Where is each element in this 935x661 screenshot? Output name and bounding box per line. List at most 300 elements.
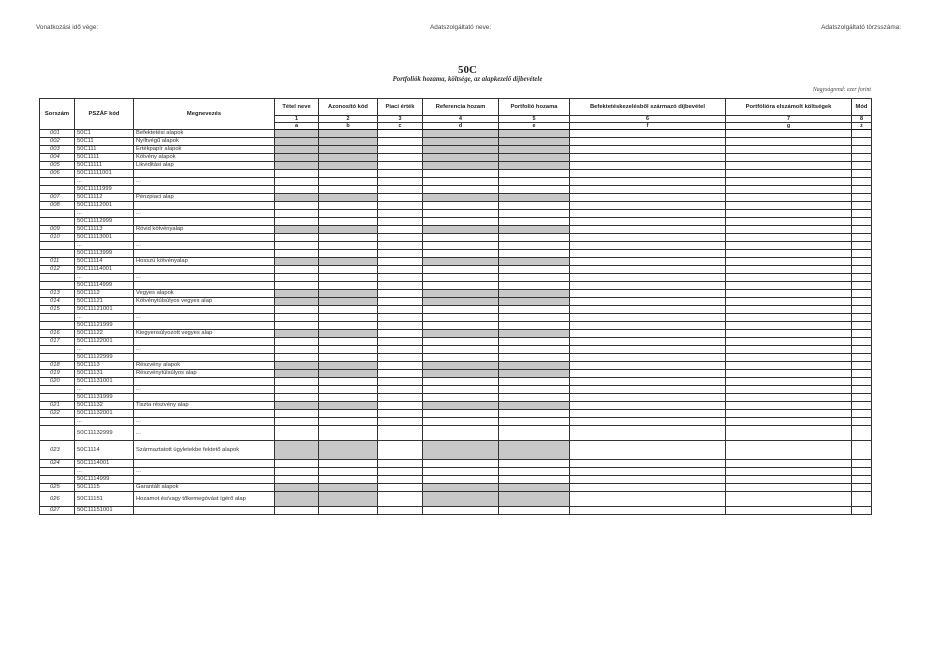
value-cell-c[interactable] xyxy=(378,354,423,362)
value-cell-c[interactable] xyxy=(378,178,423,186)
value-cell-a[interactable] xyxy=(275,378,319,386)
value-cell-f[interactable] xyxy=(570,370,726,378)
value-cell-z[interactable] xyxy=(852,410,872,418)
value-cell-f[interactable] xyxy=(570,242,726,250)
value-cell-z[interactable] xyxy=(852,170,872,178)
item-name-cell: Értékpapír alapok xyxy=(134,146,275,154)
value-cell-f[interactable] xyxy=(570,186,726,194)
value-cell-e[interactable] xyxy=(499,460,570,468)
value-cell-c[interactable] xyxy=(378,507,423,515)
value-cell-a[interactable] xyxy=(275,322,319,330)
value-cell-z[interactable] xyxy=(852,194,872,202)
value-cell-f[interactable] xyxy=(570,266,726,274)
value-cell-c[interactable] xyxy=(378,194,423,202)
value-cell-a[interactable] xyxy=(275,386,319,394)
value-cell-g[interactable] xyxy=(726,242,852,250)
value-cell-c[interactable] xyxy=(378,460,423,468)
value-cell-c[interactable] xyxy=(378,266,423,274)
value-cell-e[interactable] xyxy=(499,202,570,210)
value-cell-b[interactable] xyxy=(319,210,378,218)
value-cell-g[interactable] xyxy=(726,346,852,354)
value-cell-f[interactable] xyxy=(570,194,726,202)
value-cell-z[interactable] xyxy=(852,314,872,322)
value-cell-c[interactable] xyxy=(378,441,423,460)
value-cell-z[interactable] xyxy=(852,290,872,298)
value-cell-z[interactable] xyxy=(852,242,872,250)
value-cell-c[interactable] xyxy=(378,242,423,250)
value-cell-b[interactable] xyxy=(319,250,378,258)
value-cell-f[interactable] xyxy=(570,170,726,178)
value-cell-z[interactable] xyxy=(852,330,872,338)
item-name-cell xyxy=(134,202,275,210)
value-cell-f[interactable] xyxy=(570,394,726,402)
value-cell-d[interactable] xyxy=(423,306,499,314)
value-cell-c[interactable] xyxy=(378,138,423,146)
value-cell-a[interactable] xyxy=(275,202,319,210)
value-cell-g[interactable] xyxy=(726,410,852,418)
value-cell-g[interactable] xyxy=(726,154,852,162)
value-cell-d[interactable] xyxy=(423,202,499,210)
value-cell-e[interactable] xyxy=(499,234,570,242)
value-cell-f[interactable] xyxy=(570,322,726,330)
value-cell-z[interactable] xyxy=(852,386,872,394)
value-cell-f[interactable] xyxy=(570,274,726,282)
value-cell-f[interactable] xyxy=(570,210,726,218)
value-cell-c[interactable] xyxy=(378,258,423,266)
value-cell-e[interactable] xyxy=(499,186,570,194)
value-cell-d[interactable] xyxy=(423,178,499,186)
value-cell-f[interactable] xyxy=(570,484,726,492)
value-cell-f[interactable] xyxy=(570,154,726,162)
value-cell-f[interactable] xyxy=(570,402,726,410)
value-cell-g[interactable] xyxy=(726,266,852,274)
value-cell-e[interactable] xyxy=(499,250,570,258)
value-cell-b[interactable] xyxy=(319,378,378,386)
value-cell-z[interactable] xyxy=(852,354,872,362)
value-cell-f[interactable] xyxy=(570,492,726,507)
value-cell-d[interactable] xyxy=(423,322,499,330)
value-cell-d[interactable] xyxy=(423,186,499,194)
value-cell-g[interactable] xyxy=(726,306,852,314)
value-cell-f[interactable] xyxy=(570,426,726,441)
value-cell-c[interactable] xyxy=(378,370,423,378)
value-cell-g[interactable] xyxy=(726,210,852,218)
value-cell-b[interactable] xyxy=(319,282,378,290)
value-cell-g[interactable] xyxy=(726,226,852,234)
value-cell-e[interactable] xyxy=(499,394,570,402)
value-cell-e[interactable] xyxy=(499,218,570,226)
value-cell-g[interactable] xyxy=(726,338,852,346)
value-cell-c[interactable] xyxy=(378,146,423,154)
value-cell-f[interactable] xyxy=(570,130,726,138)
value-cell-b[interactable] xyxy=(319,234,378,242)
value-cell-e[interactable] xyxy=(499,178,570,186)
value-cell-z[interactable] xyxy=(852,266,872,274)
value-cell-c[interactable] xyxy=(378,314,423,322)
value-cell-d[interactable] xyxy=(423,170,499,178)
value-cell-g[interactable] xyxy=(726,202,852,210)
value-cell-c[interactable] xyxy=(378,426,423,441)
value-cell-f[interactable] xyxy=(570,138,726,146)
value-cell-z[interactable] xyxy=(852,492,872,507)
value-cell-g[interactable] xyxy=(726,426,852,441)
value-cell-b[interactable] xyxy=(319,468,378,476)
value-cell-a[interactable] xyxy=(275,426,319,441)
value-cell-c[interactable] xyxy=(378,346,423,354)
value-cell-d[interactable] xyxy=(423,460,499,468)
value-cell-c[interactable] xyxy=(378,402,423,410)
value-cell-b[interactable] xyxy=(319,218,378,226)
value-cell-c[interactable] xyxy=(378,290,423,298)
value-cell-d[interactable] xyxy=(423,210,499,218)
value-cell-e[interactable] xyxy=(499,426,570,441)
value-cell-e[interactable] xyxy=(499,507,570,515)
value-cell-g[interactable] xyxy=(726,290,852,298)
value-cell-g[interactable] xyxy=(726,138,852,146)
value-cell-a[interactable] xyxy=(275,354,319,362)
value-cell-b[interactable] xyxy=(319,274,378,282)
value-cell-e[interactable] xyxy=(499,242,570,250)
value-cell-a[interactable] xyxy=(275,338,319,346)
value-cell-z[interactable] xyxy=(852,322,872,330)
value-cell-f[interactable] xyxy=(570,146,726,154)
value-cell-d[interactable] xyxy=(423,386,499,394)
value-cell-g[interactable] xyxy=(726,330,852,338)
value-cell-z[interactable] xyxy=(852,282,872,290)
value-cell-z[interactable] xyxy=(852,210,872,218)
value-cell-a[interactable] xyxy=(275,346,319,354)
value-cell-g[interactable] xyxy=(726,258,852,266)
value-cell-d[interactable] xyxy=(423,250,499,258)
value-cell-g[interactable] xyxy=(726,394,852,402)
value-cell-a[interactable] xyxy=(275,282,319,290)
value-cell-c[interactable] xyxy=(378,170,423,178)
value-cell-f[interactable] xyxy=(570,418,726,426)
value-cell-c[interactable] xyxy=(378,234,423,242)
value-cell-f[interactable] xyxy=(570,314,726,322)
value-cell-a[interactable] xyxy=(275,476,319,484)
value-cell-c[interactable] xyxy=(378,162,423,170)
value-cell-c[interactable] xyxy=(378,484,423,492)
value-cell-c[interactable] xyxy=(378,154,423,162)
value-cell-g[interactable] xyxy=(726,314,852,322)
value-cell-f[interactable] xyxy=(570,330,726,338)
value-cell-c[interactable] xyxy=(378,250,423,258)
value-cell-b[interactable] xyxy=(319,266,378,274)
value-cell-z[interactable] xyxy=(852,226,872,234)
value-cell-f[interactable] xyxy=(570,298,726,306)
value-cell-f[interactable] xyxy=(570,290,726,298)
value-cell-z[interactable] xyxy=(852,178,872,186)
value-cell-c[interactable] xyxy=(378,386,423,394)
value-cell-d[interactable] xyxy=(423,468,499,476)
value-cell-g[interactable] xyxy=(726,186,852,194)
value-cell-e[interactable] xyxy=(499,378,570,386)
value-cell-e[interactable] xyxy=(499,338,570,346)
value-cell-c[interactable] xyxy=(378,492,423,507)
value-cell-a[interactable] xyxy=(275,418,319,426)
value-cell-a[interactable] xyxy=(275,468,319,476)
value-cell-g[interactable] xyxy=(726,468,852,476)
value-cell-b[interactable] xyxy=(319,306,378,314)
value-cell-z[interactable] xyxy=(852,218,872,226)
value-cell-e[interactable] xyxy=(499,266,570,274)
value-cell-g[interactable] xyxy=(726,162,852,170)
value-cell-d[interactable] xyxy=(423,394,499,402)
value-cell-d[interactable] xyxy=(423,314,499,322)
value-cell-z[interactable] xyxy=(852,274,872,282)
value-cell-f[interactable] xyxy=(570,410,726,418)
value-cell-a[interactable] xyxy=(275,178,319,186)
value-cell-g[interactable] xyxy=(726,386,852,394)
value-cell-e[interactable] xyxy=(499,170,570,178)
value-cell-b[interactable] xyxy=(319,460,378,468)
value-cell-g[interactable] xyxy=(726,178,852,186)
value-cell-f[interactable] xyxy=(570,202,726,210)
value-cell-g[interactable] xyxy=(726,362,852,370)
value-cell-d[interactable] xyxy=(423,218,499,226)
value-cell-a[interactable] xyxy=(275,186,319,194)
value-cell-e[interactable] xyxy=(499,322,570,330)
value-cell-c[interactable] xyxy=(378,468,423,476)
value-cell-e[interactable] xyxy=(499,346,570,354)
value-cell-c[interactable] xyxy=(378,378,423,386)
value-cell-z[interactable] xyxy=(852,418,872,426)
value-cell-c[interactable] xyxy=(378,418,423,426)
value-cell-z[interactable] xyxy=(852,202,872,210)
value-cell-c[interactable] xyxy=(378,306,423,314)
value-cell-d[interactable] xyxy=(423,426,499,441)
value-cell-b[interactable] xyxy=(319,170,378,178)
value-cell-f[interactable] xyxy=(570,460,726,468)
value-cell-g[interactable] xyxy=(726,507,852,515)
value-cell-f[interactable] xyxy=(570,386,726,394)
value-cell-z[interactable] xyxy=(852,402,872,410)
value-cell-e[interactable] xyxy=(499,386,570,394)
value-cell-a[interactable] xyxy=(275,250,319,258)
value-cell-d[interactable] xyxy=(423,418,499,426)
value-cell-a[interactable] xyxy=(275,274,319,282)
value-cell-d[interactable] xyxy=(423,282,499,290)
table-row xyxy=(40,194,872,202)
value-cell-g[interactable] xyxy=(726,370,852,378)
value-cell-c[interactable] xyxy=(378,362,423,370)
value-cell-z[interactable] xyxy=(852,468,872,476)
value-cell-f[interactable] xyxy=(570,306,726,314)
value-cell-b[interactable] xyxy=(319,202,378,210)
value-cell-e[interactable] xyxy=(499,468,570,476)
value-cell-c[interactable] xyxy=(378,338,423,346)
value-cell-z[interactable] xyxy=(852,162,872,170)
value-cell-b[interactable] xyxy=(319,418,378,426)
value-cell-c[interactable] xyxy=(378,274,423,282)
value-cell-d[interactable] xyxy=(423,338,499,346)
value-cell-a[interactable] xyxy=(275,507,319,515)
value-cell-g[interactable] xyxy=(726,476,852,484)
value-cell-a[interactable] xyxy=(275,170,319,178)
value-cell-c[interactable] xyxy=(378,226,423,234)
value-cell-f[interactable] xyxy=(570,507,726,515)
value-cell-a[interactable] xyxy=(275,218,319,226)
value-cell-f[interactable] xyxy=(570,258,726,266)
value-cell-e[interactable] xyxy=(499,476,570,484)
value-cell-f[interactable] xyxy=(570,378,726,386)
value-cell-g[interactable] xyxy=(726,194,852,202)
value-cell-z[interactable] xyxy=(852,346,872,354)
value-cell-g[interactable] xyxy=(726,250,852,258)
value-cell-f[interactable] xyxy=(570,468,726,476)
value-cell-d[interactable] xyxy=(423,266,499,274)
value-cell-a[interactable] xyxy=(275,394,319,402)
col-header-6: Befektetéskezelésből származó díjbevétel xyxy=(570,99,726,116)
value-cell-d[interactable] xyxy=(423,242,499,250)
value-cell-a[interactable] xyxy=(275,234,319,242)
value-cell-b[interactable] xyxy=(319,338,378,346)
value-cell-a xyxy=(275,130,319,138)
value-cell-z[interactable] xyxy=(852,378,872,386)
value-cell-f[interactable] xyxy=(570,226,726,234)
value-cell-a[interactable] xyxy=(275,306,319,314)
value-cell-f[interactable] xyxy=(570,234,726,242)
value-cell-f[interactable] xyxy=(570,362,726,370)
value-cell-c[interactable] xyxy=(378,298,423,306)
value-cell-c[interactable] xyxy=(378,330,423,338)
value-cell-g[interactable] xyxy=(726,418,852,426)
value-cell-z[interactable] xyxy=(852,250,872,258)
value-cell-d[interactable] xyxy=(423,346,499,354)
value-cell-z[interactable] xyxy=(852,186,872,194)
pszaf-code-cell: ... xyxy=(75,274,134,282)
value-cell-b[interactable] xyxy=(319,476,378,484)
value-cell-g[interactable] xyxy=(726,378,852,386)
value-cell-b[interactable] xyxy=(319,410,378,418)
value-cell-c[interactable] xyxy=(378,202,423,210)
value-cell-z[interactable] xyxy=(852,338,872,346)
value-cell-b[interactable] xyxy=(319,322,378,330)
value-cell-b[interactable] xyxy=(319,394,378,402)
row-number-cell: 019 xyxy=(40,370,75,378)
value-cell-z[interactable] xyxy=(852,306,872,314)
value-cell-f[interactable] xyxy=(570,338,726,346)
value-cell-z[interactable] xyxy=(852,154,872,162)
value-cell-a[interactable] xyxy=(275,460,319,468)
value-cell-c[interactable] xyxy=(378,218,423,226)
value-cell-g[interactable] xyxy=(726,282,852,290)
value-cell-d[interactable] xyxy=(423,507,499,515)
value-cell-a[interactable] xyxy=(275,410,319,418)
value-cell-f[interactable] xyxy=(570,218,726,226)
value-cell-g[interactable] xyxy=(726,322,852,330)
value-cell-c[interactable] xyxy=(378,410,423,418)
value-cell-f[interactable] xyxy=(570,162,726,170)
value-cell-g[interactable] xyxy=(726,492,852,507)
value-cell-a[interactable] xyxy=(275,266,319,274)
value-cell-c[interactable] xyxy=(378,282,423,290)
value-cell-g[interactable] xyxy=(726,402,852,410)
col-header-2: Azonosító kód xyxy=(319,99,378,116)
value-cell-f[interactable] xyxy=(570,354,726,362)
value-cell-g[interactable] xyxy=(726,298,852,306)
value-cell-e[interactable] xyxy=(499,410,570,418)
value-cell-b[interactable] xyxy=(319,186,378,194)
value-cell-b[interactable] xyxy=(319,386,378,394)
value-cell-b[interactable] xyxy=(319,178,378,186)
value-cell-z[interactable] xyxy=(852,476,872,484)
value-cell-z[interactable] xyxy=(852,441,872,460)
value-cell-d[interactable] xyxy=(423,378,499,386)
value-cell-g[interactable] xyxy=(726,170,852,178)
value-cell-c[interactable] xyxy=(378,394,423,402)
value-cell-z[interactable] xyxy=(852,138,872,146)
value-cell-f[interactable] xyxy=(570,441,726,460)
value-cell-b[interactable] xyxy=(319,314,378,322)
value-cell-g[interactable] xyxy=(726,484,852,492)
value-cell-g[interactable] xyxy=(726,234,852,242)
value-cell-z[interactable] xyxy=(852,298,872,306)
value-cell-b[interactable] xyxy=(319,242,378,250)
value-cell-c[interactable] xyxy=(378,476,423,484)
value-cell-b[interactable] xyxy=(319,426,378,441)
value-cell-e[interactable] xyxy=(499,282,570,290)
value-cell-d[interactable] xyxy=(423,354,499,362)
value-cell-g[interactable] xyxy=(726,441,852,460)
value-cell-c[interactable] xyxy=(378,322,423,330)
value-cell-z[interactable] xyxy=(852,258,872,266)
value-cell-e[interactable] xyxy=(499,418,570,426)
value-cell-e[interactable] xyxy=(499,210,570,218)
value-cell-g[interactable] xyxy=(726,274,852,282)
value-cell-d[interactable] xyxy=(423,410,499,418)
value-cell-e[interactable] xyxy=(499,354,570,362)
value-cell-z[interactable] xyxy=(852,370,872,378)
value-cell-a[interactable] xyxy=(275,210,319,218)
value-cell-c[interactable] xyxy=(378,186,423,194)
value-cell-g[interactable] xyxy=(726,146,852,154)
value-cell-b[interactable] xyxy=(319,354,378,362)
value-cell-a[interactable] xyxy=(275,314,319,322)
value-cell-b[interactable] xyxy=(319,507,378,515)
value-cell-d[interactable] xyxy=(423,274,499,282)
value-cell-f[interactable] xyxy=(570,476,726,484)
value-cell-z[interactable] xyxy=(852,507,872,515)
value-cell-f[interactable] xyxy=(570,250,726,258)
value-cell-f[interactable] xyxy=(570,346,726,354)
value-cell-e[interactable] xyxy=(499,306,570,314)
value-cell-z[interactable] xyxy=(852,460,872,468)
value-cell-e[interactable] xyxy=(499,314,570,322)
value-cell-c[interactable] xyxy=(378,130,423,138)
value-cell-c[interactable] xyxy=(378,210,423,218)
value-cell-g[interactable] xyxy=(726,460,852,468)
value-cell-z[interactable] xyxy=(852,394,872,402)
value-cell-g[interactable] xyxy=(726,354,852,362)
value-cell-d[interactable] xyxy=(423,234,499,242)
value-cell-d[interactable] xyxy=(423,476,499,484)
value-cell-b[interactable] xyxy=(319,346,378,354)
value-cell-z[interactable] xyxy=(852,484,872,492)
value-cell-z[interactable] xyxy=(852,146,872,154)
value-cell-g[interactable] xyxy=(726,130,852,138)
value-cell-z[interactable] xyxy=(852,234,872,242)
value-cell-z[interactable] xyxy=(852,362,872,370)
value-cell-g[interactable] xyxy=(726,218,852,226)
value-cell-z[interactable] xyxy=(852,130,872,138)
value-cell-a[interactable] xyxy=(275,242,319,250)
value-cell-e[interactable] xyxy=(499,274,570,282)
value-cell-f[interactable] xyxy=(570,282,726,290)
value-cell-z[interactable] xyxy=(852,426,872,441)
value-cell-f[interactable] xyxy=(570,178,726,186)
